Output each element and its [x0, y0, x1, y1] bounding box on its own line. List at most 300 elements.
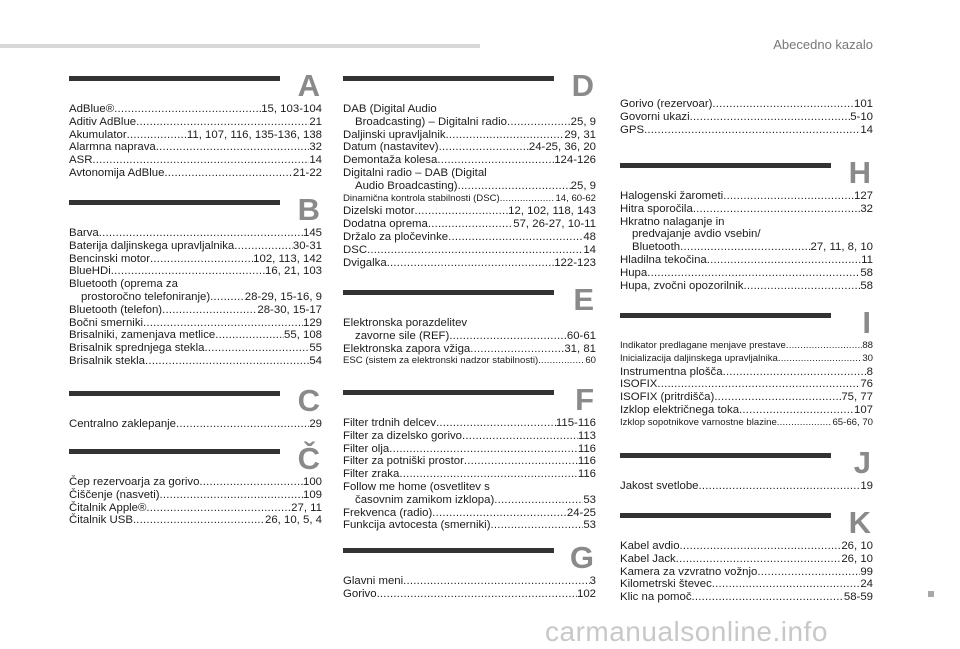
entry-pages: 28-29, 15-16, 9 — [244, 290, 322, 303]
entry-pages: 107 — [853, 403, 873, 416]
index-entry — [343, 355, 596, 368]
dot-leader — [458, 180, 571, 193]
dot-leader — [403, 575, 590, 588]
dot-leader — [133, 514, 265, 527]
dot-leader — [714, 391, 841, 404]
index-entry — [343, 343, 596, 356]
index-entry — [343, 141, 596, 154]
index-entries — [69, 418, 322, 431]
dot-leader — [693, 203, 861, 216]
entry-pages: 127 — [853, 190, 873, 202]
entry-term: Audio Broadcasting) — [355, 179, 458, 192]
entry-term: Gorivo (rezervoar) — [620, 98, 713, 110]
entry-pages: 8 — [866, 365, 873, 378]
index-entry — [69, 167, 322, 180]
section-heading — [69, 443, 322, 475]
section-heading — [620, 507, 873, 539]
section-heading — [69, 194, 322, 226]
section-heading — [343, 284, 596, 316]
index-entry — [620, 578, 873, 591]
entry-pages: 122-123 — [554, 256, 596, 269]
index-entry — [620, 267, 873, 280]
section-rule — [69, 76, 280, 81]
index-entry — [620, 391, 873, 404]
index-entry — [343, 231, 596, 244]
entry-pages: 26, 10, 5, 4 — [265, 514, 322, 527]
entry-pages: 14, 60-62 — [555, 192, 596, 204]
index-entry — [343, 180, 596, 193]
entry-pages: 28-30, 15-17 — [257, 303, 322, 316]
section-letter: G — [569, 540, 594, 575]
index-entries — [343, 317, 596, 368]
dot-leader — [699, 480, 861, 493]
index-entry — [620, 417, 873, 430]
index-entry — [620, 124, 873, 137]
entry-pages: 19 — [860, 480, 873, 492]
index-entry — [343, 129, 596, 142]
entry-term: Filter za potniški prostor — [343, 455, 464, 468]
dot-leader — [176, 418, 309, 431]
index-entry — [69, 476, 322, 489]
section-k — [620, 507, 873, 604]
entry-pages: 48 — [583, 230, 596, 243]
entry-term: Kilometrski števec — [620, 578, 712, 591]
section-letter: I — [862, 305, 871, 340]
entry-pages: 129 — [302, 316, 322, 329]
entry-term: Filter zraka — [343, 468, 400, 481]
section-c-caron — [69, 443, 322, 527]
entry-pages: 29 — [309, 418, 322, 430]
dot-leader — [743, 280, 860, 293]
section-heading — [69, 70, 322, 102]
index-entry — [69, 418, 322, 431]
entry-term: Hupa — [620, 266, 648, 279]
entry-term: GPS — [620, 123, 645, 136]
entry-pages: 5-10 — [850, 110, 873, 123]
entry-pages: 109 — [302, 488, 322, 501]
index-entry — [620, 591, 873, 604]
section-d — [343, 70, 596, 269]
dot-leader — [647, 267, 860, 280]
index-entry — [620, 566, 873, 579]
entry-pages: 116 — [577, 455, 596, 468]
entry-term: DSC — [343, 243, 368, 256]
entry-term: Čep rezervoarja za gorivo — [69, 476, 200, 488]
dot-leader — [432, 507, 567, 520]
entry-pages: 15, 103-104 — [261, 103, 322, 115]
dot-leader — [150, 253, 253, 266]
entry-pages: 100 — [302, 476, 322, 488]
entry-term: Bočni smerniki — [69, 316, 144, 329]
index-entry — [620, 404, 873, 417]
entry-pages: 32 — [860, 202, 873, 215]
index-entry — [620, 254, 873, 267]
entry-term: ISOFIX — [620, 378, 658, 391]
entry-pages: 54 — [309, 354, 322, 367]
entry-term: Inicializacija daljinskega upravljalnika — [620, 352, 778, 364]
index-entry — [343, 330, 596, 343]
dot-leader — [136, 116, 309, 129]
section-heading — [343, 542, 596, 574]
index-entry — [69, 342, 322, 355]
entry-term: Baterija daljinskega upravljalnika — [69, 239, 235, 252]
entry-pages: 14 — [860, 123, 873, 136]
section-rule — [69, 200, 280, 205]
index-entry — [620, 98, 873, 111]
section-i — [620, 307, 873, 430]
dot-leader — [491, 519, 584, 532]
entry-pages: 11 — [861, 253, 873, 266]
entry-pages: 65-66, 70 — [832, 416, 873, 428]
dot-leader — [162, 304, 257, 317]
section-a — [69, 70, 322, 180]
index-entry — [620, 480, 873, 493]
dot-leader — [234, 240, 293, 253]
page-marker — [928, 591, 934, 597]
entry-term: Bluetooth (telefon) — [69, 303, 163, 316]
index-entry — [620, 540, 873, 553]
entry-term: Hupa, zvočni opozorilnik — [620, 279, 744, 292]
section-h — [620, 157, 873, 292]
index-entry — [620, 366, 873, 379]
dot-leader — [446, 129, 565, 142]
entry-pages: 31, 81 — [564, 342, 596, 355]
index-entry — [69, 103, 322, 116]
entry-term: Čiščenje (nasveti) — [69, 488, 160, 501]
dot-leader — [215, 329, 284, 342]
entry-term: Elektronska zapora vžiga — [343, 342, 471, 355]
entry-pages: 58 — [860, 279, 873, 292]
entry-pages: 14 — [309, 154, 322, 167]
section-letter: A — [297, 68, 320, 103]
entry-term: ISOFIX (pritrdišča) — [620, 391, 715, 404]
dot-leader — [127, 129, 187, 142]
index-entries — [69, 227, 322, 368]
section-rule — [343, 548, 554, 553]
dot-leader — [156, 141, 310, 154]
entry-term: Hkratno nalaganje in — [620, 215, 725, 228]
entry-term: Čitalnik USB — [69, 514, 133, 527]
index-entry — [620, 216, 873, 229]
entry-term: Hladilna tekočina — [620, 253, 707, 266]
index-entry — [69, 514, 322, 527]
dot-leader — [786, 340, 862, 353]
index-entries — [343, 575, 596, 601]
entry-term: Govorni ukazi — [620, 110, 690, 123]
section-g-continued — [620, 97, 873, 136]
section-letter: D — [571, 68, 594, 103]
index-entry — [620, 340, 873, 353]
index-entry — [343, 103, 596, 116]
index-entry — [343, 257, 596, 270]
entry-term: Indikator predlagane menjave prestave — [620, 340, 786, 351]
dot-leader — [448, 231, 583, 244]
index-entries — [620, 540, 873, 604]
index-entry — [343, 244, 596, 257]
dot-leader — [449, 330, 567, 343]
entry-term: Hitra sporočila — [620, 202, 693, 215]
dot-leader — [437, 154, 554, 167]
dot-leader — [680, 540, 842, 553]
index-entry — [620, 378, 873, 391]
entry-pages: 32 — [309, 141, 322, 154]
entry-term: BlueHDi — [69, 265, 111, 278]
entry-term: Filter trdnih delcev — [343, 417, 437, 429]
entry-term: Izklop sopotnikove varnostne blazine — [620, 416, 777, 428]
entry-term: Dizelski motor — [343, 205, 415, 218]
index-entry — [343, 154, 596, 167]
index-entry — [343, 218, 596, 231]
entry-pages: 24-25 — [566, 506, 596, 519]
section-letter: C — [297, 383, 320, 418]
entry-pages: 102, 113, 142 — [253, 252, 322, 265]
index-entry — [69, 278, 322, 291]
dot-leader — [428, 218, 513, 231]
entry-term: Barva — [69, 227, 99, 239]
section-g — [343, 542, 596, 601]
index-entry — [343, 519, 596, 532]
entry-pages: 101 — [853, 98, 873, 110]
dot-leader — [494, 494, 583, 507]
index-entry — [620, 111, 873, 124]
index-entry — [69, 253, 322, 266]
entry-pages: 21-22 — [292, 166, 322, 179]
dot-leader — [778, 353, 862, 366]
dot-leader — [657, 378, 860, 391]
entry-pages: 115-116 — [555, 417, 596, 429]
dot-leader — [415, 205, 509, 218]
dot-leader — [387, 257, 555, 270]
dot-leader — [470, 343, 564, 356]
entry-term: Dinamična kontrola stabilnosti (DSC) — [343, 192, 500, 204]
entry-term: Demontaža kolesa — [343, 154, 438, 167]
entry-term: Alarmna naprava — [69, 141, 156, 154]
section-rule — [343, 390, 554, 395]
entry-term: Daljinski upravljalnik — [343, 128, 446, 141]
entry-pages: 116 — [577, 468, 596, 481]
entry-term: zavorne sile (REF) — [355, 329, 450, 342]
entry-term: Izklop električnega toka — [620, 403, 740, 416]
entry-pages: 53 — [583, 493, 596, 506]
dot-leader — [111, 265, 265, 278]
index-entry — [620, 228, 873, 241]
index-entry — [343, 205, 596, 218]
entry-pages: 55, 108 — [283, 329, 322, 342]
entry-term: ESC (sistem za elektronski nadzor stabilnosti) — [343, 355, 539, 367]
index-entry — [69, 265, 322, 278]
entry-pages: 14 — [583, 243, 596, 256]
dot-leader — [389, 443, 578, 456]
dot-leader — [205, 342, 310, 355]
entry-pages: 27, 11, 8, 10 — [810, 241, 873, 254]
entry-term: Datum (nastavitev) — [343, 141, 439, 154]
entry-term: predvajanje avdio vsebin/ — [632, 228, 761, 241]
entry-term: ASR — [69, 154, 93, 167]
entry-term: Brisalnik stekla — [69, 354, 145, 367]
header-rule — [0, 44, 480, 48]
entry-pages: 75, 77 — [841, 391, 873, 404]
section-letter: F — [575, 382, 594, 417]
entry-term: Filter olja — [343, 442, 390, 455]
section-heading — [620, 307, 873, 339]
index-entries — [69, 476, 322, 527]
entry-term: Elektronska porazdelitev — [343, 317, 468, 329]
section-e — [343, 284, 596, 368]
index-entry — [620, 353, 873, 366]
entry-term: Dodatna oprema — [343, 218, 428, 231]
section-letter: J — [853, 445, 871, 480]
dot-leader — [538, 355, 585, 368]
section-letter: B — [297, 192, 320, 227]
index-entry — [69, 227, 322, 240]
index-entry — [69, 291, 322, 304]
entry-pages: 145 — [302, 227, 322, 239]
entry-term: Brisalniki, zamenjava metlice — [69, 329, 216, 342]
entry-pages: 55 — [309, 342, 322, 355]
entry-term: Brisalnik sprednjega stekla — [69, 342, 205, 355]
watermark: carmanualsonline.info — [545, 616, 828, 647]
index-entry — [69, 489, 322, 502]
entry-term: Broadcasting) – Digitalni radio — [355, 115, 507, 128]
dot-leader — [164, 167, 292, 180]
section-rule — [69, 391, 280, 396]
dot-leader — [644, 124, 860, 137]
dot-leader — [399, 468, 577, 481]
entry-pages: 102 — [576, 587, 596, 600]
entry-pages: 16, 21, 103 — [264, 265, 322, 278]
entry-pages: 26, 10 — [841, 540, 873, 552]
dot-leader — [777, 417, 833, 430]
page-title: Abecedno kazalo — [773, 37, 873, 52]
section-letter: H — [848, 155, 871, 190]
dot-leader — [676, 553, 842, 566]
index-entry — [620, 553, 873, 566]
dot-leader — [464, 455, 578, 468]
section-heading — [620, 157, 873, 189]
dot-leader — [160, 489, 303, 502]
entry-pages: 26, 10 — [841, 552, 873, 565]
dot-leader — [739, 404, 854, 417]
section-letter: E — [573, 282, 594, 317]
entry-pages: 29, 31 — [564, 128, 596, 141]
entry-term: Aditiv AdBlue — [69, 115, 137, 128]
index-entry — [343, 455, 596, 468]
index-entry — [343, 193, 596, 206]
index-entries — [620, 340, 873, 430]
entry-term: Glavni meni — [343, 575, 404, 587]
index-entry — [69, 317, 322, 330]
entry-pages: 57, 26-27, 10-11 — [513, 218, 596, 231]
entry-pages: 27, 11 — [291, 501, 322, 514]
dot-leader — [757, 566, 860, 579]
index-entry — [343, 167, 596, 180]
section-rule — [620, 453, 831, 458]
entry-term: Čitalnik Apple® — [69, 501, 147, 514]
index-entry — [343, 443, 596, 456]
section-b — [69, 194, 322, 368]
entry-pages: 60-61 — [566, 329, 596, 342]
dot-leader — [439, 141, 529, 154]
index-entry — [343, 116, 596, 129]
index-entries — [620, 480, 873, 493]
dot-leader — [146, 502, 291, 515]
dot-leader — [712, 578, 861, 591]
index-entry — [343, 588, 596, 601]
entry-term: Klic na pomoč — [620, 591, 692, 604]
entry-term: AdBlue® — [69, 103, 115, 115]
dot-leader — [723, 366, 867, 379]
dot-leader — [723, 190, 854, 203]
section-rule — [69, 449, 280, 454]
index-entry — [343, 481, 596, 494]
entry-term: Follow me home (osvetlitev s — [343, 480, 490, 493]
section-rule — [620, 313, 831, 318]
index-entry — [69, 329, 322, 342]
entry-term: Funkcija avtocesta (smerniki) — [343, 519, 491, 532]
entry-pages: 12, 102, 118, 143 — [508, 205, 596, 218]
entry-pages: 24 — [860, 578, 873, 591]
entry-term: Kamera za vzvratno vožnjo — [620, 565, 758, 578]
dot-leader — [143, 317, 303, 330]
entry-pages: 60 — [585, 355, 596, 367]
index-entry — [620, 241, 873, 254]
section-rule — [343, 76, 554, 81]
index-entries — [343, 103, 596, 269]
index-entry — [69, 116, 322, 129]
dot-leader — [712, 98, 854, 111]
entry-term: Centralno zaklepanje — [69, 418, 177, 430]
entry-pages: 88 — [862, 340, 873, 351]
entry-term: Frekvenca (radio) — [343, 506, 433, 519]
dot-leader — [500, 193, 556, 206]
section-rule — [343, 290, 554, 295]
entry-term: prostoročno telefoniranje) — [81, 290, 211, 303]
dot-leader — [210, 291, 245, 304]
section-heading — [343, 384, 596, 416]
entry-pages: 58 — [860, 266, 873, 279]
index-entry — [69, 304, 322, 317]
section-c — [69, 385, 322, 431]
entry-term: Halogenski žarometi — [620, 190, 724, 202]
entry-pages: 30-31 — [292, 239, 322, 252]
entry-term: Bencinski motor — [69, 252, 151, 265]
dot-leader — [145, 355, 309, 368]
entry-term: DAB (Digital Audio — [343, 103, 437, 115]
index-entry — [620, 203, 873, 216]
entry-term: Dvigalka — [343, 256, 387, 269]
entry-pages: 124-126 — [554, 154, 596, 167]
entry-pages: 21 — [309, 115, 322, 128]
section-f — [343, 384, 596, 532]
dot-leader — [377, 588, 577, 601]
entry-pages: 116 — [577, 442, 596, 455]
dot-leader — [99, 227, 303, 240]
entry-pages: 76 — [860, 378, 873, 391]
index-entry — [343, 575, 596, 588]
index-entry — [343, 507, 596, 520]
section-letter: K — [848, 505, 871, 540]
entry-term: časovnim zamikom izklopa) — [355, 493, 495, 506]
section-heading — [69, 385, 322, 417]
dot-leader — [462, 430, 578, 443]
index-entry — [343, 468, 596, 481]
index-entry — [620, 280, 873, 293]
index-entry — [343, 417, 596, 430]
entry-pages: 24-25, 36, 20 — [528, 141, 596, 154]
dot-leader — [707, 254, 861, 267]
entry-term: Instrumentna plošča — [620, 365, 723, 378]
entry-term: Gorivo — [343, 587, 377, 600]
